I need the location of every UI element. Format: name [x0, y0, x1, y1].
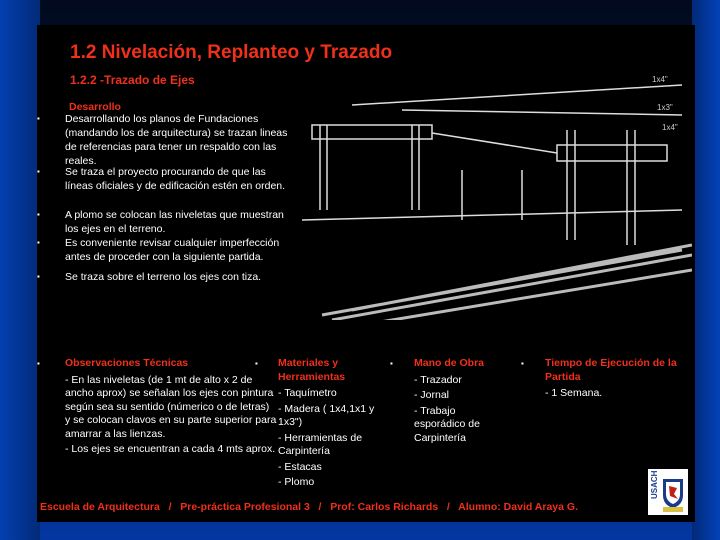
- svg-text:USACH: USACH: [650, 470, 659, 499]
- bullet-icon: ▪: [390, 359, 393, 368]
- bullet-text: Se traza el proyecto procurando de que las líneas oficiales y de edificación estén en orden.: [65, 166, 286, 192]
- column-materiales: [255, 357, 385, 492]
- bullet-icon: ▪: [37, 167, 40, 176]
- bullet-icon: ▪: [37, 272, 40, 281]
- bullet-text: Desarrollando los planos de Fundaciones (mandando los de arquitectura) se trazan lineas de referencias para tener un respaldo con las reales.: [65, 113, 288, 167]
- bullet-text: A plomo se colocan las niveletas que muestran los ejes en el terreno.: [65, 209, 284, 235]
- column-heading: Observaciones Técnicas: [65, 357, 189, 369]
- column-item: - Jornal: [414, 389, 450, 401]
- column-heading: Materiales y Herramientas: [278, 357, 346, 383]
- slide-subtitle: 1.2.2 -Trazado de Ejes: [70, 73, 195, 87]
- column-item: - Herramientas de Carpintería: [278, 431, 363, 457]
- background-right: [692, 0, 720, 540]
- bullet-icon: ▪: [255, 359, 258, 368]
- column-observaciones: [37, 357, 277, 459]
- column-item: - Los ejes se encuentran a cada 4 mts aprox.: [65, 443, 276, 455]
- bullet-icon: ▪: [37, 114, 40, 123]
- svg-text:1x3": 1x3": [657, 103, 673, 112]
- column-item: - 1 Semana.: [545, 387, 603, 399]
- column-mano-de-obra: [390, 357, 500, 447]
- sketch-drawing: [292, 70, 692, 320]
- slide-title: 1.2 Nivelación, Replanteo y Trazado: [70, 42, 393, 63]
- slide-panel: [37, 25, 695, 522]
- column-heading: Tiempo de Ejecución de la Partida: [545, 357, 677, 383]
- column-item: - Estacas: [278, 460, 322, 473]
- bullet-text: Es conveniente revisar cualquier imperfección antes de proceder con la siguiente partida.: [65, 237, 280, 263]
- column-item: - Taquímetro: [278, 387, 337, 399]
- bullet-icon: ▪: [37, 210, 40, 219]
- column-item: - Madera ( 1x4,1x1 y 1x3"): [278, 402, 375, 428]
- column-item: - Trabajo esporádico de Carpintería: [414, 404, 480, 444]
- bullet-text: Se traza sobre el terreno los ejes con tiza.: [65, 271, 262, 283]
- development-heading: Desarrollo: [69, 101, 121, 113]
- column-item: - En las niveletas (de 1 mt de alto x 2 de ancho aprox) se señalan los ejes con pintura según sea su sentido (númerico o de letras) y se colocan clavos en su parte superior para amarrar a las lienzas.: [65, 373, 277, 440]
- svg-text:1x4": 1x4": [662, 123, 678, 132]
- svg-text:1x4": 1x4": [652, 75, 668, 84]
- footer-credits: Escuela de Arquitectura / Pre-práctica Profesional 3 / Prof: Carlos Richards / Alumno: David Araya G.: [40, 501, 578, 513]
- bullet-icon: ▪: [37, 359, 40, 368]
- column-item: - Plomo: [278, 476, 315, 488]
- background-left: [0, 0, 40, 540]
- column-item: - Trazador: [414, 373, 462, 386]
- bullet-icon: ▪: [521, 359, 524, 368]
- usach-logo: [648, 469, 688, 515]
- column-heading: Mano de Obra: [414, 357, 485, 369]
- bullet-icon: ▪: [37, 238, 40, 247]
- university-crest-icon: [648, 469, 688, 515]
- column-tiempo: [521, 357, 681, 403]
